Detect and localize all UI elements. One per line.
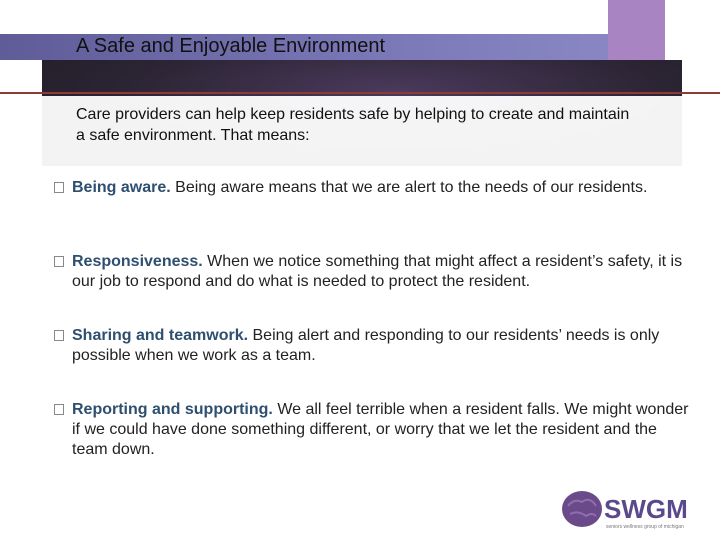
bullet-text	[72, 400, 692, 460]
bullet-heading: Reporting and supporting.	[72, 401, 273, 418]
bullet-body: Being aware means that we are alert to the needs of our residents.	[170, 179, 648, 196]
divider-rule	[0, 92, 720, 94]
slide-title: A Safe and Enjoyable Environment	[76, 35, 386, 57]
logo-tagline: seniors wellness group of michigan	[606, 524, 684, 530]
brain-icon	[562, 491, 602, 527]
swgm-logo	[560, 486, 700, 532]
bullet-box-icon	[54, 256, 64, 267]
bullet-box-icon	[54, 330, 64, 341]
bullet-heading: Responsiveness.	[72, 253, 203, 270]
bullet-text	[72, 252, 692, 292]
bullet-text	[72, 178, 692, 198]
bullet-box-icon	[54, 404, 64, 415]
bullet-body: We all feel terrible when a resident falls. We might wonder if we could have done something different, or worry that we let the resident and the team down.	[72, 401, 689, 458]
logo-wordmark: SWGM	[604, 494, 688, 524]
bullet-heading: Sharing and teamwork.	[72, 327, 249, 344]
intro-text: Care providers can help keep residents safe by helping to create and maintain a safe environment. That means:	[76, 106, 630, 144]
bullet-text	[72, 326, 692, 366]
bullet-body: When we notice something that might affect a resident’s safety, it is our job to respond and do what is needed to protect the resident.	[72, 253, 683, 290]
bullet-heading: Being aware.	[72, 179, 171, 196]
bullet-body: Being alert and responding to our residents’ needs is only possible when we work as a team.	[72, 327, 660, 364]
corner-accent	[608, 0, 665, 60]
bullet-box-icon	[54, 182, 64, 193]
